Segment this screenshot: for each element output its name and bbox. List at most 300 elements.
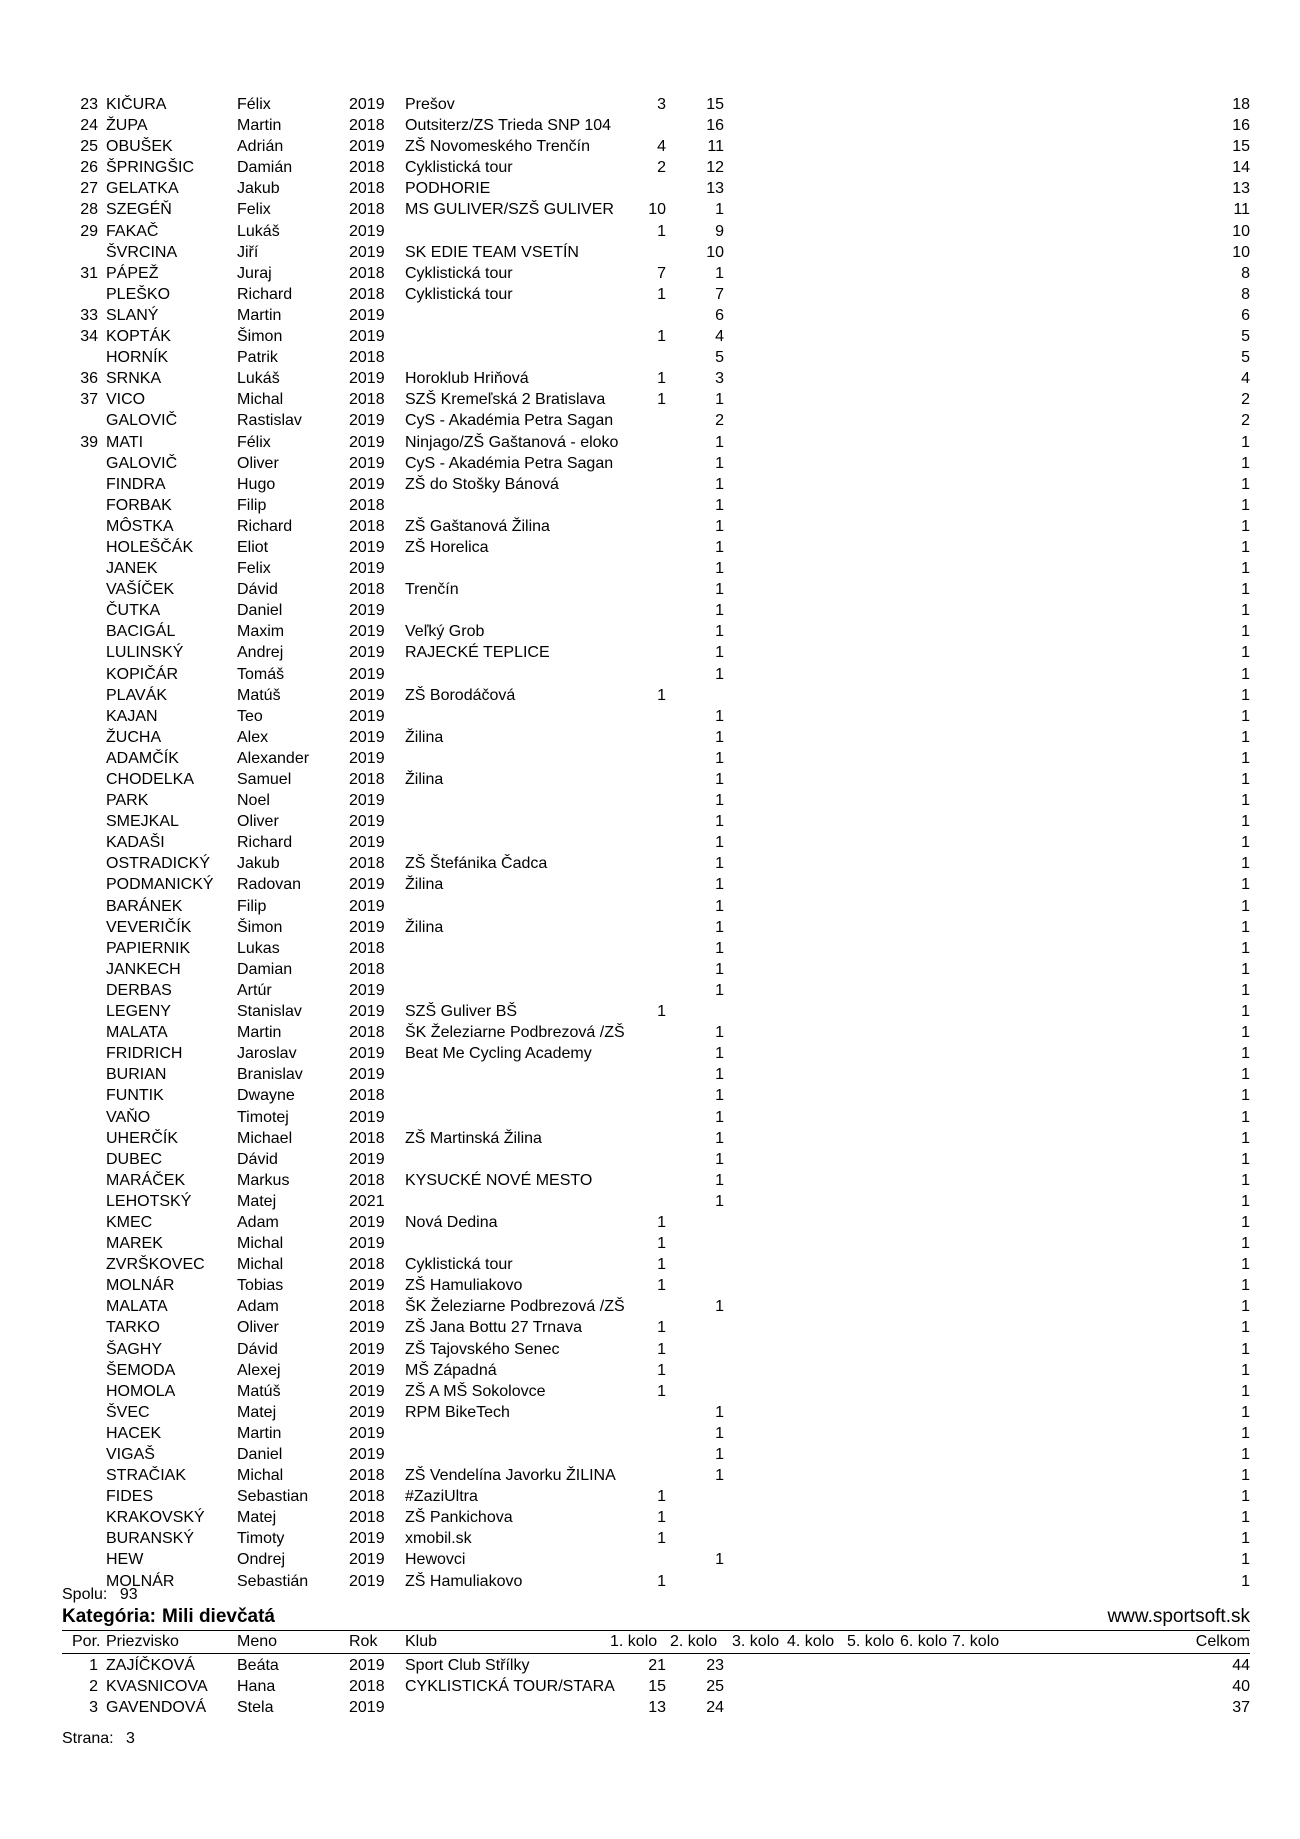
total-cell: 1 [1241,1530,1250,1548]
surname-cell: VAŠÍČEK [106,581,175,599]
position-cell: 39 [80,433,98,451]
website-link[interactable]: www.sportsoft.sk [1107,1606,1250,1627]
first-name-cell: Teo [237,707,263,725]
club-cell: ZŠ Štefánika Čadca [405,855,548,873]
round-2-cell: 1 [715,707,724,725]
surname-cell: MARÁČEK [106,1171,186,1189]
first-name-cell: Stanislav [237,1003,302,1021]
round-2-cell: 1 [715,939,724,957]
table-row [62,410,1250,431]
surname-cell: OSTRADICKÝ [106,855,211,873]
total-cell: 1 [1241,834,1250,852]
summary [62,1586,138,1604]
surname-cell: BACIGÁL [106,623,176,641]
table-row [62,1001,1250,1022]
table-row [62,1549,1250,1570]
year-cell: 2018 [349,201,385,219]
surname-cell: GAVENDOVÁ [106,1699,207,1717]
year-cell: 2018 [349,349,385,367]
round-2-cell: 5 [715,349,724,367]
first-name-cell: Jiří [237,243,259,261]
club-cell: ZŠ Tajovského Senec [405,1340,560,1358]
total-cell: 8 [1241,285,1250,303]
surname-cell: BURANSKÝ [106,1530,195,1548]
table-row [62,1444,1250,1465]
table-row [62,1465,1250,1486]
round-2-cell: 1 [715,391,724,409]
header-total: Celkom [1195,1633,1250,1650]
round-2-cell: 1 [715,1551,724,1569]
year-cell: 2019 [349,1150,385,1168]
round-2-cell: 1 [715,834,724,852]
total-cell: 1 [1241,1488,1250,1506]
first-name-cell: Alexej [237,1361,281,1379]
year-cell: 2019 [349,454,385,472]
year-cell: 2019 [349,1235,385,1253]
header-round-6: 6. kolo [900,1633,948,1650]
table-row [62,1212,1250,1233]
position-cell: 27 [80,180,98,198]
table-row [62,980,1250,1001]
club-cell: ZŠ Novomeského Trenčín [405,138,590,156]
round-1-cell: 1 [657,1003,666,1021]
table-row [62,1149,1250,1170]
surname-cell: SMEJKAL [106,813,179,831]
surname-cell: SLANÝ [106,306,159,324]
first-name-cell: Martin [237,1424,282,1442]
first-name-cell: Dávid [237,581,278,599]
year-cell: 2019 [349,834,385,852]
table-row [62,263,1250,284]
first-name-cell: Dwayne [237,1087,295,1105]
first-name-cell: Matúš [237,1382,281,1400]
year-cell: 2019 [349,1003,385,1021]
first-name-cell: Timotej [237,1108,289,1126]
club-cell: ZŠ Hamuliakovo [405,1277,523,1295]
club-cell: CyS - Akadémia Petra Sagan [405,412,614,430]
year-cell: 2019 [349,1403,385,1421]
total-cell: 1 [1241,454,1250,472]
total-cell: 13 [1232,180,1250,198]
club-cell: KYSUCKÉ NOVÉ MESTO [405,1171,593,1189]
year-cell: 2019 [349,792,385,810]
club-cell: xmobil.sk [405,1530,472,1548]
table-row [62,1655,1250,1676]
surname-cell: FINDRA [106,475,166,493]
position-cell: 31 [80,264,98,282]
year-cell: 2019 [349,138,385,156]
year-cell: 2019 [349,1066,385,1084]
surname-cell: DUBEC [106,1150,163,1168]
total-cell: 1 [1241,1446,1250,1463]
first-name-cell: Alexander [237,749,310,767]
total-cell: 1 [1241,918,1250,936]
year-cell: 2019 [349,813,385,831]
round-2-cell: 1 [715,813,724,831]
table-row [62,1507,1250,1528]
category-label: Kategória: [62,1606,156,1627]
total-cell: 1 [1241,1424,1250,1442]
year-cell: 2019 [349,412,385,430]
round-2-cell: 1 [715,1045,724,1063]
first-name-cell: Jakub [237,180,280,198]
surname-cell: ŠAGHY [106,1340,163,1358]
header-round-4: 4. kolo [787,1633,835,1650]
round-2-cell: 1 [715,1087,724,1105]
year-cell: 2019 [349,370,385,388]
surname-cell: KVASNICOVA [106,1678,208,1696]
club-cell: RAJECKÉ TEPLICE [405,644,550,662]
table-row [62,1085,1250,1106]
table-row [62,1339,1250,1360]
round-1-cell: 1 [657,1530,666,1548]
year-cell: 2019 [349,602,385,620]
round-2-cell: 1 [715,1403,724,1421]
surname-cell: HORNÍK [106,349,169,367]
table-row [62,157,1250,178]
club-cell: ZŠ Horelica [405,538,489,556]
round-2-cell: 3 [715,370,724,388]
year-cell: 2019 [349,538,385,556]
position-cell: 37 [80,391,98,409]
first-name-cell: Félix [237,433,271,451]
club-cell: PODHORIE [405,180,491,198]
club-cell: Cyklistická tour [405,159,513,177]
table-row [62,938,1250,959]
total-cell: 1 [1241,981,1250,999]
year-cell: 2018 [349,1298,385,1316]
surname-cell: DERBAS [106,981,172,999]
table-row [62,558,1250,579]
year-cell: 2019 [349,1277,385,1295]
surname-cell: MOLNÁR [106,1572,175,1590]
surname-cell: SRNKA [106,370,162,388]
total-cell: 1 [1241,1256,1250,1274]
year-cell: 2018 [349,1488,385,1506]
year-cell: 2018 [349,1129,385,1147]
first-name-cell: Filip [237,897,267,915]
surname-cell: OBUŠEK [106,138,173,156]
round-2-cell: 1 [715,960,724,978]
total-cell: 1 [1241,1192,1250,1210]
club-cell: MS GULIVER/SZŠ GULIVER [405,201,614,219]
club-cell: SZŠ Kremeľská 2 Bratislava [405,391,606,409]
table-row [62,579,1250,600]
table-row [62,1107,1250,1128]
first-name-cell: Adam [237,1213,279,1231]
year-cell: 2019 [349,876,385,894]
round-2-cell: 4 [715,328,724,346]
header-round-1: 1. kolo [610,1633,658,1650]
total-cell: 1 [1241,855,1250,873]
header-por: Por. [72,1633,101,1650]
first-name-cell: Damian [237,960,293,978]
club-cell: Sport Club Střílky [405,1657,530,1674]
surname-cell: JANKECH [106,960,181,978]
position-cell: 36 [80,370,98,388]
club-cell: Beat Me Cycling Academy [405,1045,592,1063]
total-cell: 2 [1241,391,1250,409]
round-2-cell: 1 [715,1129,724,1147]
table-row [62,1528,1250,1549]
total-cell: 1 [1241,813,1250,831]
first-name-cell: Hana [237,1678,276,1696]
year-cell: 2018 [349,1509,385,1527]
total-cell: 1 [1241,517,1250,535]
position-cell: 1 [89,1657,98,1674]
total-cell: 1 [1241,496,1250,514]
total-cell: 40 [1232,1678,1250,1696]
total-cell: 1 [1241,792,1250,810]
round-1-cell: 1 [657,1340,666,1358]
surname-cell: ČUTKA [106,602,161,620]
club-cell: ŠK Železiarne Podbrezová /ZŠ [405,1024,625,1042]
surname-cell: STRAČIAK [106,1467,187,1485]
club-cell: ZŠ Vendelína Javorku ŽILINA [405,1467,616,1485]
header-round-3: 3. kolo [732,1633,780,1650]
year-cell: 2019 [349,1340,385,1358]
club-cell: CYKLISTICKÁ TOUR/STARA [405,1678,615,1696]
total-cell: 4 [1241,370,1250,388]
round-2-cell: 16 [706,117,724,135]
position-cell: 25 [80,138,98,156]
round-2-cell: 1 [715,1424,724,1442]
club-cell: Veľký Grob [405,623,485,641]
total-cell: 1 [1241,665,1250,683]
total-cell: 5 [1241,328,1250,346]
year-cell: 2019 [349,1551,385,1569]
round-2-cell: 1 [715,454,724,472]
first-name-cell: Martin [237,306,282,324]
first-name-cell: Noel [237,792,270,810]
club-cell: Trenčín [405,581,459,599]
table-row [62,1571,1250,1592]
year-cell: 2019 [349,328,385,346]
position-cell: 33 [80,306,98,324]
surname-cell: PODMANICKÝ [106,876,214,894]
round-2-cell: 1 [715,264,724,282]
round-1-cell: 1 [657,1382,666,1400]
table-row [62,874,1250,895]
header-round-2: 2. kolo [670,1633,718,1650]
year-cell: 2018 [349,1467,385,1485]
category-name: Mili dievčatá [162,1606,275,1627]
table-row [62,748,1250,769]
total-cell: 2 [1241,412,1250,430]
first-name-cell: Rastislav [237,412,302,430]
round-2-cell: 1 [715,792,724,810]
table-row [62,537,1250,558]
total-cell: 18 [1232,96,1250,113]
total-cell: 1 [1241,1024,1250,1042]
round-2-cell: 1 [715,1150,724,1168]
club-cell: ZŠ Pankichova [405,1509,513,1527]
round-1-cell: 1 [657,391,666,409]
round-2-cell: 1 [715,560,724,578]
first-name-cell: Hugo [237,475,276,493]
year-cell: 2018 [349,285,385,303]
surname-cell: ŠPRINGŠIC [106,159,195,177]
round-1-cell: 21 [648,1657,666,1674]
surname-cell: MALATA [106,1298,168,1316]
page-label: Strana: [62,1730,114,1747]
table-row [62,727,1250,748]
surname-cell: FIDES [106,1488,154,1506]
surname-cell: GALOVIČ [106,454,178,472]
table-row [62,600,1250,621]
round-1-cell: 1 [657,1319,666,1337]
club-cell: ZŠ Martinská Žilina [405,1129,542,1147]
total-cell: 1 [1241,1045,1250,1063]
year-cell: 2019 [349,686,385,704]
round-1-cell: 1 [657,1361,666,1379]
surname-cell: KAJAN [106,707,158,725]
year-cell: 2018 [349,1256,385,1274]
round-2-cell: 1 [715,876,724,894]
total-cell: 6 [1241,306,1250,324]
year-cell: 2018 [349,1678,385,1696]
year-cell: 2019 [349,1424,385,1442]
round-1-cell: 1 [657,1277,666,1295]
summary-label: Spolu: [62,1586,108,1603]
year-cell: 2021 [349,1192,385,1210]
club-cell: Cyklistická tour [405,1256,513,1274]
total-cell: 1 [1241,1403,1250,1421]
year-cell: 2018 [349,1171,385,1189]
round-2-cell: 24 [706,1699,724,1717]
first-name-cell: Damián [237,159,293,177]
round-2-cell: 1 [715,1467,724,1485]
club-cell: Prešov [405,96,455,113]
total-cell: 1 [1241,1171,1250,1189]
year-cell: 2019 [349,96,385,113]
total-cell: 1 [1241,897,1250,915]
surname-cell: PLEŠKO [106,285,171,303]
surname-cell: MAREK [106,1235,163,1253]
first-name-cell: Martin [237,117,282,135]
total-cell: 1 [1241,1277,1250,1295]
year-cell: 2019 [349,1657,385,1674]
first-name-cell: Tomáš [237,665,285,683]
year-cell: 2019 [349,1361,385,1379]
table-row [62,347,1250,368]
round-1-cell: 1 [657,328,666,346]
round-2-cell: 1 [715,897,724,915]
first-name-cell: Eliot [237,538,269,556]
club-cell: ZŠ Borodáčová [405,686,516,704]
first-name-cell: Felix [237,201,271,219]
first-name-cell: Daniel [237,1446,283,1463]
club-cell: Cyklistická tour [405,285,513,303]
year-cell: 2019 [349,707,385,725]
first-name-cell: Michal [237,1235,284,1253]
surname-cell: PARK [106,792,149,810]
table-row [62,706,1250,727]
year-cell: 2019 [349,1572,385,1590]
surname-cell: ZAJÍČKOVÁ [106,1657,195,1674]
table-row [62,389,1250,410]
table-row [62,1360,1250,1381]
round-1-cell: 3 [657,96,666,113]
total-cell: 1 [1241,1382,1250,1400]
year-cell: 2019 [349,306,385,324]
position-cell: 2 [89,1678,98,1696]
position-cell: 24 [80,117,98,135]
round-2-cell: 1 [715,602,724,620]
table-row [62,178,1250,199]
first-name-cell: Michal [237,391,284,409]
club-cell: Outsiterz/ZS Trieda SNP 104 [405,117,612,135]
category-bar [62,1606,1250,1630]
first-name-cell: Adam [237,1298,279,1316]
first-name-cell: Martin [237,1024,282,1042]
first-name-cell: Markus [237,1171,290,1189]
first-name-cell: Andrej [237,644,284,662]
round-2-cell: 7 [715,285,724,303]
round-2-cell: 1 [715,1298,724,1316]
table-row [62,1381,1250,1402]
first-name-cell: Richard [237,517,293,535]
round-1-cell: 1 [657,1572,666,1590]
surname-cell: SZEGÉŇ [106,201,172,219]
first-name-cell: Michael [237,1129,293,1147]
surname-cell: BURIAN [106,1066,167,1084]
first-name-cell: Oliver [237,813,279,831]
year-cell: 2019 [349,1108,385,1126]
first-name-cell: Maxim [237,623,285,641]
first-name-cell: Matej [237,1509,277,1527]
table-row [62,1317,1250,1338]
surname-cell: JANEK [106,560,158,578]
total-cell: 1 [1241,1551,1250,1569]
round-2-cell: 1 [715,581,724,599]
surname-cell: ŠEMODA [106,1361,176,1379]
first-name-cell: Jaroslav [237,1045,297,1063]
total-cell: 15 [1232,138,1250,156]
first-name-cell: Felix [237,560,271,578]
table-row [62,769,1250,790]
total-cell: 37 [1232,1699,1250,1717]
header-round-7: 7. kolo [952,1633,1000,1650]
surname-cell: ŽUCHA [106,728,162,746]
year-cell: 2019 [349,623,385,641]
table-row [62,1486,1250,1507]
club-cell: ZŠ Gaštanová Žilina [405,517,550,535]
position-cell: 26 [80,159,98,177]
round-2-cell: 1 [715,665,724,683]
total-cell: 1 [1241,623,1250,641]
first-name-cell: Richard [237,834,293,852]
table-row [62,453,1250,474]
table-row [62,1022,1250,1043]
table-row [62,1296,1250,1317]
table-row [62,432,1250,453]
round-2-cell: 1 [715,728,724,746]
round-2-cell: 1 [715,1108,724,1126]
table-row [62,284,1250,305]
year-cell: 2018 [349,117,385,135]
year-cell: 2019 [349,560,385,578]
total-cell: 1 [1241,1087,1250,1105]
round-2-cell: 23 [706,1657,724,1674]
first-name-cell: Lukáš [237,370,280,388]
club-cell: ZŠ Hamuliakovo [405,1572,523,1590]
round-2-cell: 1 [715,749,724,767]
total-cell: 11 [1233,201,1250,219]
table-row [62,959,1250,980]
category-results-table [62,1655,1250,1718]
round-2-cell: 1 [715,644,724,662]
